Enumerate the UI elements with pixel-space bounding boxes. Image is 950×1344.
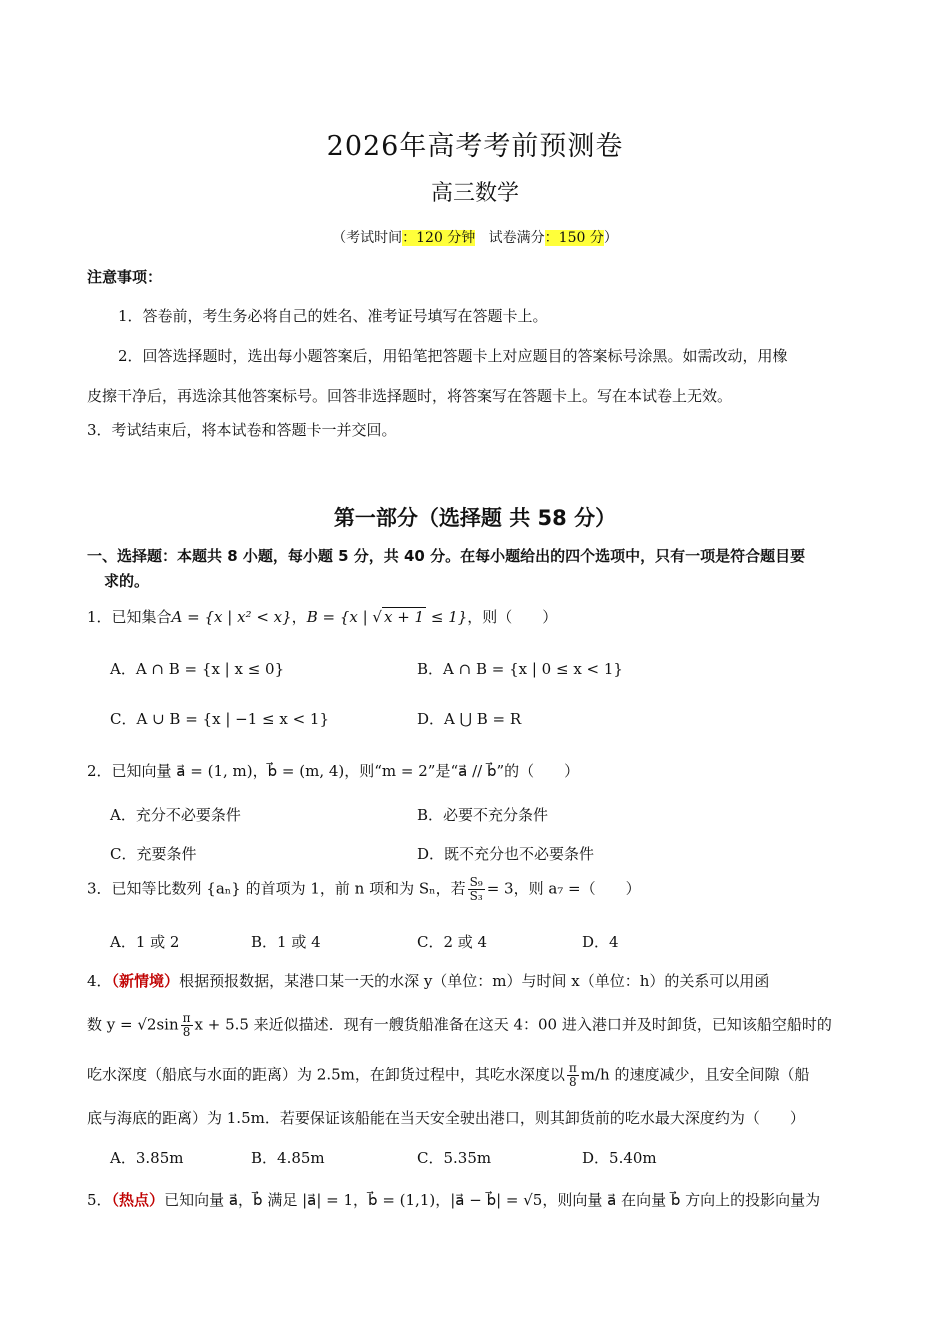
q3-option-a[interactable]: A．1 或 2 bbox=[110, 933, 180, 951]
set-a: A = {x | x² < x} bbox=[171, 608, 292, 626]
exam-title: 2026年高考考前预测卷 bbox=[326, 131, 624, 162]
time-prefix: （考试时间 bbox=[332, 230, 403, 246]
exam-time-info bbox=[0, 227, 950, 247]
score-value: ：150 分 bbox=[544, 230, 604, 246]
q1-option-b[interactable]: B．A ∩ B = {x | 0 ≤ x < 1} bbox=[417, 660, 623, 678]
notice-heading: 注意事项： bbox=[87, 268, 163, 286]
q2-option-a[interactable]: A．充分不必要条件 bbox=[110, 806, 241, 824]
section-title: 第一部分（选择题 共 58 分） bbox=[333, 506, 617, 530]
question-3: 3．已知等比数列 {aₙ} 的首项为 1，前 n 项和为 Sₙ，若 $\frac{\text{S₉}}{\text{S₃}}$ = 3，则 a₇ =（ ） bbox=[87, 875, 641, 903]
question-1: 1．已知集合A = {x | x² < x}，B = {x | √ x + 1 ≤ 1}，则（ ） bbox=[87, 608, 558, 626]
q3-option-c[interactable]: C．2 或 4 bbox=[417, 933, 488, 951]
q4-option-a[interactable]: A．3.85m bbox=[110, 1149, 184, 1167]
question-4-line-2: 数 y = √2sin $\frac{\pi}{8}$ x + 5.5 来近似描述．现有一艘货船准备在这天 4：00 进入港口并及时卸货，已知该船空船时的 bbox=[87, 1011, 832, 1039]
pi-over-8-rate-fraction: $\frac{\pi}{8}$ bbox=[568, 1061, 577, 1089]
hot-topic-tag: （热点） bbox=[111, 1191, 165, 1209]
part-instructions-cont: 求的。 bbox=[104, 572, 150, 590]
score-prefix: 试卷满分 bbox=[488, 230, 545, 246]
sqrt-expr: x + 1 bbox=[383, 608, 425, 626]
close-paren: ） bbox=[603, 230, 618, 246]
question-2: 2．已知向量 a⃗ = (1, m)，b⃗ = (m, 4)，则“m = 2”是“a⃗ // b⃗”的（ ） bbox=[87, 762, 580, 780]
notice-item-1: 1．答卷前，考生务必将自己的姓名、准考证号填写在答题卡上。 bbox=[118, 307, 548, 325]
exam-subtitle: 高三数学 bbox=[430, 181, 519, 206]
q4-option-d[interactable]: D．5.40m bbox=[582, 1149, 657, 1167]
new-scenario-tag: （新情境） bbox=[111, 972, 180, 990]
time-value: ：120 分钟 bbox=[402, 230, 476, 246]
q3-option-b[interactable]: B．1 或 4 bbox=[251, 933, 321, 951]
question-4-line-3: 吃水深度（船底与水面的距离）为 2.5m，在卸货过程中，其吃水深度以 $\frac{\pi}{8}$ m/h 的速度减少，且安全间隙（船 bbox=[87, 1061, 810, 1089]
notice-item-3: 3．考试结束后，将本试卷和答题卡一并交回。 bbox=[87, 421, 397, 439]
q1-option-c[interactable]: C．A ∪ B = {x | −1 ≤ x < 1} bbox=[110, 710, 330, 728]
q2-option-c[interactable]: C．充要条件 bbox=[110, 845, 197, 863]
s9-over-s3-fraction: $\frac{\text{S₉}}{\text{S₃}}$ bbox=[469, 875, 483, 903]
q3-option-d[interactable]: D．4 bbox=[582, 933, 619, 951]
q2-option-b[interactable]: B．必要不充分条件 bbox=[417, 806, 549, 824]
question-4-line-1: 4．（新情境）根据预报数据，某港口某一天的水深 y（单位：m）与时间 x（单位：h）的关系可以用函 bbox=[87, 972, 770, 990]
q1-option-a[interactable]: A．A ∩ B = {x | x ≤ 0} bbox=[110, 660, 285, 678]
question-4-line-4: 底与海底的距离）为 1.5m．若要保证该船能在当天安全驶出港口，则其卸货前的吃水最大深度约为（ ） bbox=[87, 1109, 805, 1127]
notice-item-2-cont: 皮擦干净后，再选涂其他答案标号。回答非选择题时，将答案写在答题卡上。写在本试卷上无效。 bbox=[87, 387, 733, 405]
q4-option-c[interactable]: C．5.35m bbox=[417, 1149, 492, 1167]
question-5: 5．（热点）已知向量 a⃗，b⃗ 满足 |a⃗| = 1，b⃗ = (1,1)，|a⃗ − b⃗| = √5，则向量 a⃗ 在向量 b⃗ 方向上的投影向量为 bbox=[87, 1191, 821, 1209]
notice-item-2: 2．回答选择题时，选出每小题答案后，用铅笔把答题卡上对应题目的答案标号涂黑。如需改动，用橡 bbox=[118, 347, 788, 365]
q4-option-b[interactable]: B．4.85m bbox=[251, 1149, 325, 1167]
q1-option-d[interactable]: D．A ⋃ B = R bbox=[417, 710, 522, 728]
part-instructions: 一、选择题：本题共 8 小题，每小题 5 分，共 40 分。在每小题给出的四个选项中，只有一项是符合题目要 bbox=[87, 547, 806, 565]
q2-option-d[interactable]: D．既不充分也不必要条件 bbox=[417, 845, 595, 863]
pi-over-8-fraction: $\frac{\pi}{8}$ bbox=[182, 1011, 191, 1039]
